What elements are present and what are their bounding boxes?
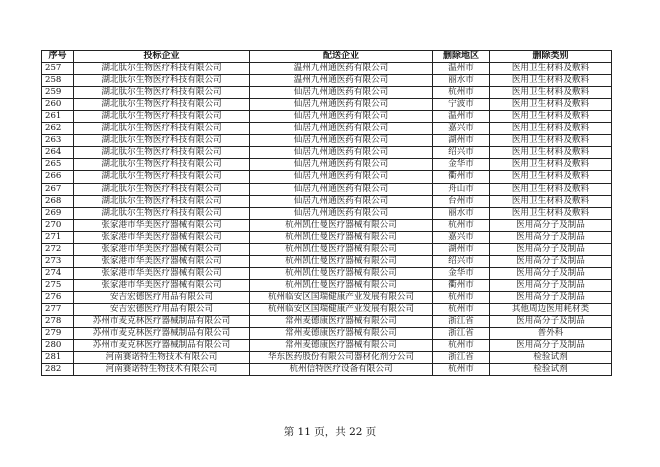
table-row [42,291,612,303]
header-region: 删除地区 [433,51,490,63]
cell-region: 衢州市 [433,171,490,183]
cell-bidder: 张家港市华美医疗器械有限公司 [74,255,250,267]
cell-bidder: 张家港市华美医疗器械有限公司 [74,267,250,279]
cell-bidder: 张家港市华美医疗器械有限公司 [74,243,250,255]
cell-seq: 265 [42,159,74,171]
cell-category: 医用卫生材料及敷料 [490,171,612,183]
table-row [42,171,612,183]
cell-distributor: 杭州凯仕曼医疗器械有限公司 [250,219,433,231]
cell-distributor: 常州麦德康医疗器械有限公司 [250,340,433,352]
cell-distributor: 杭州临安区国瑞健康产业发展有限公司 [250,291,433,303]
cell-bidder: 苏州市麦克林医疗器械制品有限公司 [74,316,250,328]
cell-seq: 276 [42,291,74,303]
cell-category: 医用卫生材料及敷料 [490,123,612,135]
cell-bidder: 湖北肽尔生物医疗科技有限公司 [74,195,250,207]
cell-category: 医用高分子及制品 [490,267,612,279]
cell-distributor: 仙居九州通医药有限公司 [250,87,433,99]
cell-bidder: 安吉宏德医疗用品有限公司 [74,303,250,315]
cell-category: 医用卫生材料及敷料 [490,99,612,111]
cell-bidder: 张家港市华美医疗器械有限公司 [74,231,250,243]
cell-seq: 271 [42,231,74,243]
cell-seq: 269 [42,207,74,219]
header-category: 删除类别 [490,51,612,63]
cell-region: 舟山市 [433,183,490,195]
table-row [42,352,612,364]
cell-category: 医用高分子及制品 [490,243,612,255]
cell-seq: 279 [42,328,74,340]
cell-seq: 281 [42,352,74,364]
cell-region: 台州市 [433,195,490,207]
cell-distributor: 仙居九州通医药有限公司 [250,135,433,147]
page-number: 第 11 页，共 22 页 [283,426,377,438]
cell-category: 普外科 [490,328,612,340]
cell-bidder: 湖北肽尔生物医疗科技有限公司 [74,135,250,147]
cell-bidder: 湖北肽尔生物医疗科技有限公司 [74,147,250,159]
cell-region: 绍兴市 [433,255,490,267]
table-row [42,195,612,207]
cell-seq: 270 [42,219,74,231]
table-row [42,231,612,243]
cell-distributor: 杭州凯仕曼医疗器械有限公司 [250,267,433,279]
cell-category: 医用卫生材料及敷料 [490,159,612,171]
table-row [42,135,612,147]
cell-bidder: 湖北肽尔生物医疗科技有限公司 [74,183,250,195]
cell-distributor: 仙居九州通医药有限公司 [250,99,433,111]
cell-distributor: 杭州临安区国瑞健康产业发展有限公司 [250,303,433,315]
table-row [42,87,612,99]
cell-distributor: 常州麦德康医疗器械有限公司 [250,316,433,328]
cell-distributor: 杭州信特医疗设备有限公司 [250,364,433,376]
cell-region: 金华市 [433,267,490,279]
cell-seq: 273 [42,255,74,267]
table-row [42,147,612,159]
table-row [42,303,612,315]
cell-category: 医用高分子及制品 [490,279,612,291]
cell-region: 湖州市 [433,135,490,147]
cell-bidder: 湖北肽尔生物医疗科技有限公司 [74,111,250,123]
cell-bidder: 安吉宏德医疗用品有限公司 [74,291,250,303]
table-row [42,243,612,255]
cell-bidder: 湖北肽尔生物医疗科技有限公司 [74,159,250,171]
cell-seq: 266 [42,171,74,183]
cell-category: 医用卫生材料及敷料 [490,87,612,99]
cell-distributor: 常州麦德康医疗器械有限公司 [250,328,433,340]
cell-seq: 272 [42,243,74,255]
table-row [42,279,612,291]
cell-region: 宁波市 [433,99,490,111]
cell-region: 温州市 [433,111,490,123]
cell-category: 医用卫生材料及敷料 [490,183,612,195]
cell-seq: 278 [42,316,74,328]
cell-region: 绍兴市 [433,147,490,159]
cell-bidder: 苏州市麦克林医疗器械制品有限公司 [74,340,250,352]
cell-seq: 259 [42,87,74,99]
cell-bidder: 湖北肽尔生物医疗科技有限公司 [74,123,250,135]
table-row [42,183,612,195]
cell-bidder: 湖北肽尔生物医疗科技有限公司 [74,75,250,87]
cell-seq: 267 [42,183,74,195]
table-row [42,340,612,352]
cell-region: 金华市 [433,159,490,171]
cell-category: 医用卫生材料及敷料 [490,75,612,87]
table-row [42,267,612,279]
cell-seq: 257 [42,63,74,75]
cell-seq: 282 [42,364,74,376]
cell-distributor: 仙居九州通医药有限公司 [250,111,433,123]
cell-bidder: 湖北肽尔生物医疗科技有限公司 [74,87,250,99]
cell-category: 医用卫生材料及敷料 [490,195,612,207]
cell-category: 医用卫生材料及敷料 [490,207,612,219]
table-row [42,75,612,87]
cell-region: 浙江省 [433,316,490,328]
table-row [42,364,612,376]
table-body [42,63,612,376]
cell-region: 杭州市 [433,340,490,352]
table-row [42,123,612,135]
cell-seq: 264 [42,147,74,159]
cell-category: 医用高分子及制品 [490,219,612,231]
cell-region: 杭州市 [433,291,490,303]
table-row [42,159,612,171]
cell-distributor: 杭州凯仕曼医疗器械有限公司 [250,243,433,255]
cell-category: 检验试剂 [490,364,612,376]
cell-seq: 263 [42,135,74,147]
cell-region: 杭州市 [433,364,490,376]
table-row [42,207,612,219]
cell-region: 嘉兴市 [433,123,490,135]
cell-seq: 260 [42,99,74,111]
table-row [42,255,612,267]
cell-distributor: 杭州凯仕曼医疗器械有限公司 [250,279,433,291]
deletion-table [41,50,612,376]
table-row [42,328,612,340]
header-distributor: 配送企业 [250,51,433,63]
cell-distributor: 仙居九州通医药有限公司 [250,159,433,171]
cell-category: 医用卫生材料及敷料 [490,135,612,147]
cell-bidder: 张家港市华美医疗器械有限公司 [74,279,250,291]
cell-bidder: 湖北肽尔生物医疗科技有限公司 [74,99,250,111]
cell-category: 医用卫生材料及敷料 [490,111,612,123]
cell-bidder: 河南赛诺特生物技术有限公司 [74,364,250,376]
cell-bidder: 苏州市麦克林医疗器械制品有限公司 [74,328,250,340]
cell-region: 衢州市 [433,279,490,291]
cell-distributor: 仙居九州通医药有限公司 [250,183,433,195]
cell-distributor: 温州九州通医药有限公司 [250,63,433,75]
cell-bidder: 湖北肽尔生物医疗科技有限公司 [74,207,250,219]
cell-region: 湖州市 [433,243,490,255]
table-header-row [42,51,612,63]
header-seq: 序号 [42,51,74,63]
cell-category: 医用高分子及制品 [490,340,612,352]
cell-seq: 261 [42,111,74,123]
table-row [42,316,612,328]
cell-region: 杭州市 [433,87,490,99]
table-row [42,63,612,75]
cell-category: 检验试剂 [490,352,612,364]
cell-category: 医用卫生材料及敷料 [490,63,612,75]
cell-seq: 268 [42,195,74,207]
cell-distributor: 华东医药股份有限公司器材化剂分公司 [250,352,433,364]
cell-distributor: 温州九州通医药有限公司 [250,75,433,87]
cell-distributor: 仙居九州通医药有限公司 [250,171,433,183]
cell-category: 医用卫生材料及敷料 [490,147,612,159]
header-bidder: 投标企业 [74,51,250,63]
table-row [42,111,612,123]
cell-region: 浙江省 [433,328,490,340]
cell-seq: 277 [42,303,74,315]
cell-distributor: 杭州凯仕曼医疗器械有限公司 [250,255,433,267]
cell-category: 医用高分子及制品 [490,255,612,267]
cell-distributor: 仙居九州通医药有限公司 [250,207,433,219]
cell-region: 浙江省 [433,352,490,364]
cell-category: 医用高分子及制品 [490,316,612,328]
cell-category: 医用高分子及制品 [490,291,612,303]
table-row [42,99,612,111]
cell-seq: 280 [42,340,74,352]
cell-distributor: 仙居九州通医药有限公司 [250,147,433,159]
cell-category: 医用高分子及制品 [490,231,612,243]
cell-seq: 275 [42,279,74,291]
cell-seq: 258 [42,75,74,87]
cell-distributor: 杭州凯仕曼医疗器械有限公司 [250,231,433,243]
cell-distributor: 仙居九州通医药有限公司 [250,195,433,207]
cell-bidder: 湖北肽尔生物医疗科技有限公司 [74,171,250,183]
table-row [42,219,612,231]
cell-region: 温州市 [433,63,490,75]
cell-region: 丽水市 [433,207,490,219]
cell-seq: 262 [42,123,74,135]
cell-region: 杭州市 [433,219,490,231]
cell-category: 其他周边医用耗材类 [490,303,612,315]
cell-seq: 274 [42,267,74,279]
cell-region: 杭州市 [433,303,490,315]
cell-distributor: 仙居九州通医药有限公司 [250,123,433,135]
cell-region: 丽水市 [433,75,490,87]
cell-bidder: 湖北肽尔生物医疗科技有限公司 [74,63,250,75]
cell-bidder: 河南赛诺特生物技术有限公司 [74,352,250,364]
cell-bidder: 张家港市华美医疗器械有限公司 [74,219,250,231]
cell-region: 嘉兴市 [433,231,490,243]
